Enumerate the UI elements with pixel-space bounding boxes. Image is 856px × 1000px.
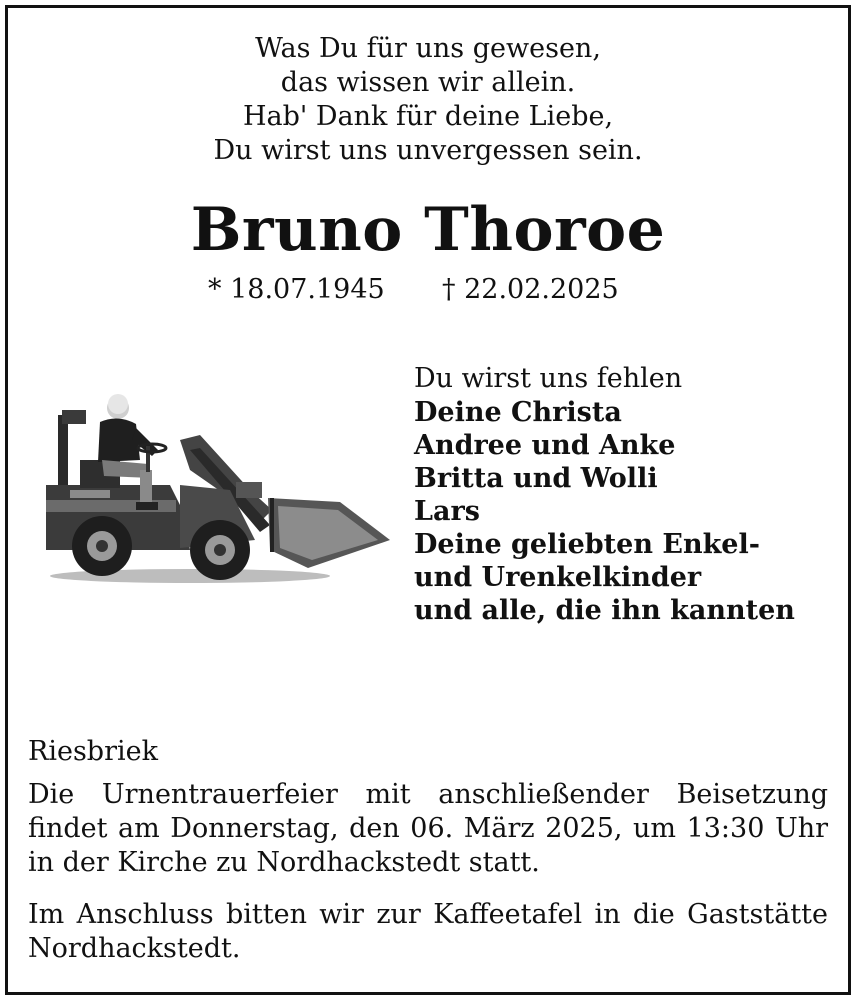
service-line: in der Kirche zu Nordhackstedt statt. — [28, 847, 540, 878]
mourner-name: Deine geliebten Enkel- — [414, 529, 760, 560]
poem-line: Hab' Dank für deine Liebe, — [242, 101, 614, 132]
birth-date: * 18.07.1945 — [208, 274, 385, 305]
mourner-name: Lars — [414, 496, 480, 527]
poem-line: Du wirst uns unvergessen sein. — [213, 135, 643, 166]
deceased-name: Bruno Thoroe — [190, 195, 666, 265]
mourner-name: Andree und Anke — [414, 430, 676, 461]
service-line: Die Urnentrauerfeier mit anschließender Beisetzung — [28, 779, 828, 810]
reception-line: Im Anschluss bitten wir zur Kaffeetafel in die Gaststätte — [28, 899, 828, 930]
memorial-poem — [0, 32, 856, 168]
poem-line: Was Du für uns gewesen, — [255, 33, 601, 64]
mourner-name: und Urenkelkinder — [414, 562, 702, 593]
death-date: † 22.02.2025 — [442, 274, 619, 305]
tractor-photo — [40, 390, 392, 590]
reception-announcement — [28, 898, 828, 966]
service-announcement — [28, 778, 828, 880]
mourner-name: und alle, die ihn kannten — [414, 595, 795, 626]
mourner-name: Deine Christa — [414, 397, 622, 428]
place-name: Riesbriek — [28, 736, 158, 767]
mourners-intro: Du wirst uns fehlen — [414, 363, 683, 394]
reception-line: Nordhackstedt. — [28, 933, 241, 964]
poem-line: das wissen wir allein. — [280, 67, 576, 98]
service-line: findet am Donnerstag, den 06. März 2025, um 13:30 Uhr — [28, 813, 828, 844]
mourner-name: Britta und Wolli — [414, 463, 658, 494]
mourners-list — [414, 362, 795, 627]
